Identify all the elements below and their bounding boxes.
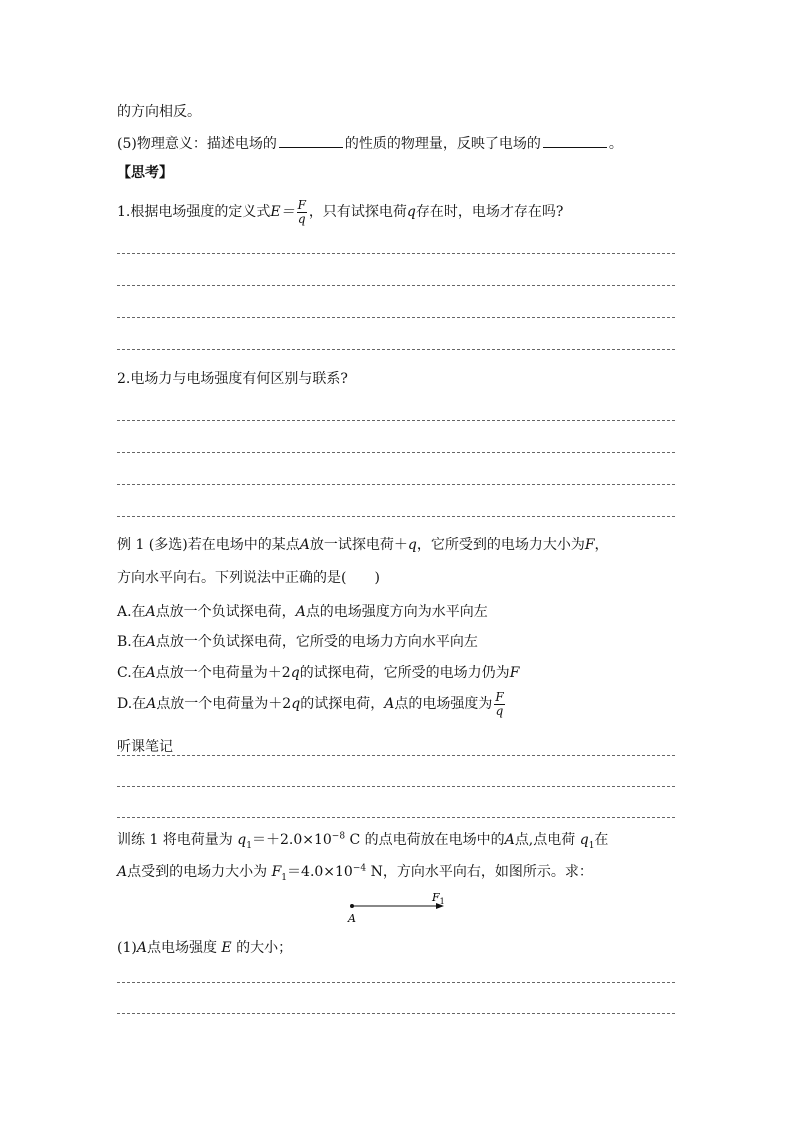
question-1 <box>117 198 563 226</box>
text: 2.电场力与电场强度有何区别与联系? <box>117 371 348 387</box>
text: 的试探电荷，它所受的电场力仍为 <box>299 665 510 681</box>
section-heading <box>117 163 173 183</box>
var: F <box>271 864 282 880</box>
notes-label <box>117 737 173 757</box>
text: ＝4.0×10 <box>287 864 353 880</box>
answer-line[interactable] <box>117 484 675 485</box>
answer-line[interactable] <box>117 817 675 818</box>
force-diagram <box>340 890 450 926</box>
var: F <box>584 537 595 553</box>
option-a[interactable] <box>117 602 488 622</box>
text-line <box>117 133 623 154</box>
text: 。 <box>608 136 623 152</box>
text: 点放一个电荷量为＋2 <box>156 696 292 712</box>
text: 在 <box>594 832 609 848</box>
text: 的大小； <box>231 940 293 956</box>
text: ， <box>594 537 609 553</box>
heading-text: 【思考】 <box>117 165 173 181</box>
text: B.在 <box>117 634 146 650</box>
training-1-line-2 <box>117 862 593 882</box>
text: 放一试探电荷＋ <box>309 537 408 553</box>
var: q <box>290 665 300 681</box>
text: D.在 <box>117 696 147 712</box>
answer-line[interactable] <box>117 253 675 254</box>
answer-line[interactable] <box>117 285 675 286</box>
fraction-numerator: F <box>297 197 306 212</box>
fill-blank[interactable] <box>543 133 607 148</box>
text: ，它所受到的电场力大小为 <box>416 537 585 553</box>
text: 存在时，电场才存在吗? <box>415 204 564 220</box>
fraction-numerator: F <box>495 689 504 704</box>
answer-line[interactable] <box>117 755 675 756</box>
text-line <box>117 102 201 122</box>
text: 的方向相反。 <box>117 104 201 120</box>
text: 点放一个负试探电荷， <box>155 604 296 620</box>
text: C 的点电荷放在电场中的 <box>345 832 505 848</box>
superscript: −4 <box>352 863 367 874</box>
text: 训练 1 将电荷量为 <box>117 832 238 848</box>
training-1-sub-1 <box>117 938 292 958</box>
answer-line[interactable] <box>117 349 675 350</box>
var: F <box>509 665 520 681</box>
text: 方向水平向右。下列说法中正确的是( ) <box>117 570 380 586</box>
fill-blank[interactable] <box>279 133 343 148</box>
var: q <box>406 204 416 220</box>
example-1-line-1 <box>117 535 609 555</box>
text: N，方向水平向右，如图所示。求： <box>366 864 593 880</box>
fraction <box>297 199 307 226</box>
answer-line[interactable] <box>117 516 675 517</box>
var: q <box>407 537 417 553</box>
var: A <box>384 696 395 712</box>
equation-text: E＝ <box>270 204 295 220</box>
var: A <box>145 604 156 620</box>
var: E <box>221 940 232 956</box>
training-1-line-1 <box>117 830 608 850</box>
fraction-denominator: q <box>495 703 504 718</box>
point-label: A <box>348 912 356 925</box>
fraction-denominator: q <box>297 211 306 226</box>
var: A <box>136 940 147 956</box>
answer-line[interactable] <box>117 420 675 421</box>
text: 听课笔记 <box>117 739 173 755</box>
question-2 <box>117 369 348 389</box>
var: q <box>237 832 247 848</box>
answer-line[interactable] <box>117 317 675 318</box>
text: 点受到的电场力大小为 <box>127 864 272 880</box>
text: 的试探电荷， <box>300 696 385 712</box>
text: 1.根据电场强度的定义式 <box>117 204 271 220</box>
subscript: 1 <box>246 840 252 851</box>
var: q <box>579 832 589 848</box>
text: A.在 <box>117 604 146 620</box>
subscript: 1 <box>588 840 595 851</box>
option-b[interactable] <box>117 632 478 652</box>
option-c[interactable] <box>117 663 519 683</box>
text: 点的电场强度方向为水平向左 <box>305 604 488 620</box>
answer-line[interactable] <box>117 982 675 983</box>
text: 点放一个电荷量为＋2 <box>155 665 291 681</box>
text: ，只有试探电荷 <box>308 204 407 220</box>
answer-line[interactable] <box>117 452 675 453</box>
example-1-line-2 <box>117 568 380 588</box>
var: A <box>299 537 310 553</box>
text: 的性质的物理量，反映了电场的 <box>344 136 541 152</box>
text: 例 1 (多选)若在电场中的某点 <box>117 537 300 553</box>
subscript: 1 <box>281 872 288 883</box>
text: 点放一个负试探电荷，它所受的电场力方向水平向左 <box>155 634 478 650</box>
text: (1) <box>117 940 137 956</box>
answer-line[interactable] <box>117 786 675 787</box>
text: 点,点电荷 <box>514 832 580 848</box>
text: 点的电场强度为 <box>394 696 493 712</box>
text: 点电场强度 <box>146 940 222 956</box>
var: A <box>146 696 157 712</box>
var: A <box>295 604 306 620</box>
var: A <box>117 864 128 880</box>
text: ＝＋2.0×10 <box>251 832 332 848</box>
force-label: $F_1$ <box>432 891 445 906</box>
var: A <box>145 634 156 650</box>
option-d[interactable] <box>117 690 507 718</box>
text: (5)物理意义：描述电场的 <box>117 136 277 152</box>
var: q <box>291 696 301 712</box>
var: A <box>145 665 156 681</box>
text: C.在 <box>117 665 146 681</box>
var: A <box>504 832 515 848</box>
fraction <box>494 691 504 718</box>
superscript: −8 <box>331 831 346 842</box>
answer-line[interactable] <box>117 1013 675 1014</box>
